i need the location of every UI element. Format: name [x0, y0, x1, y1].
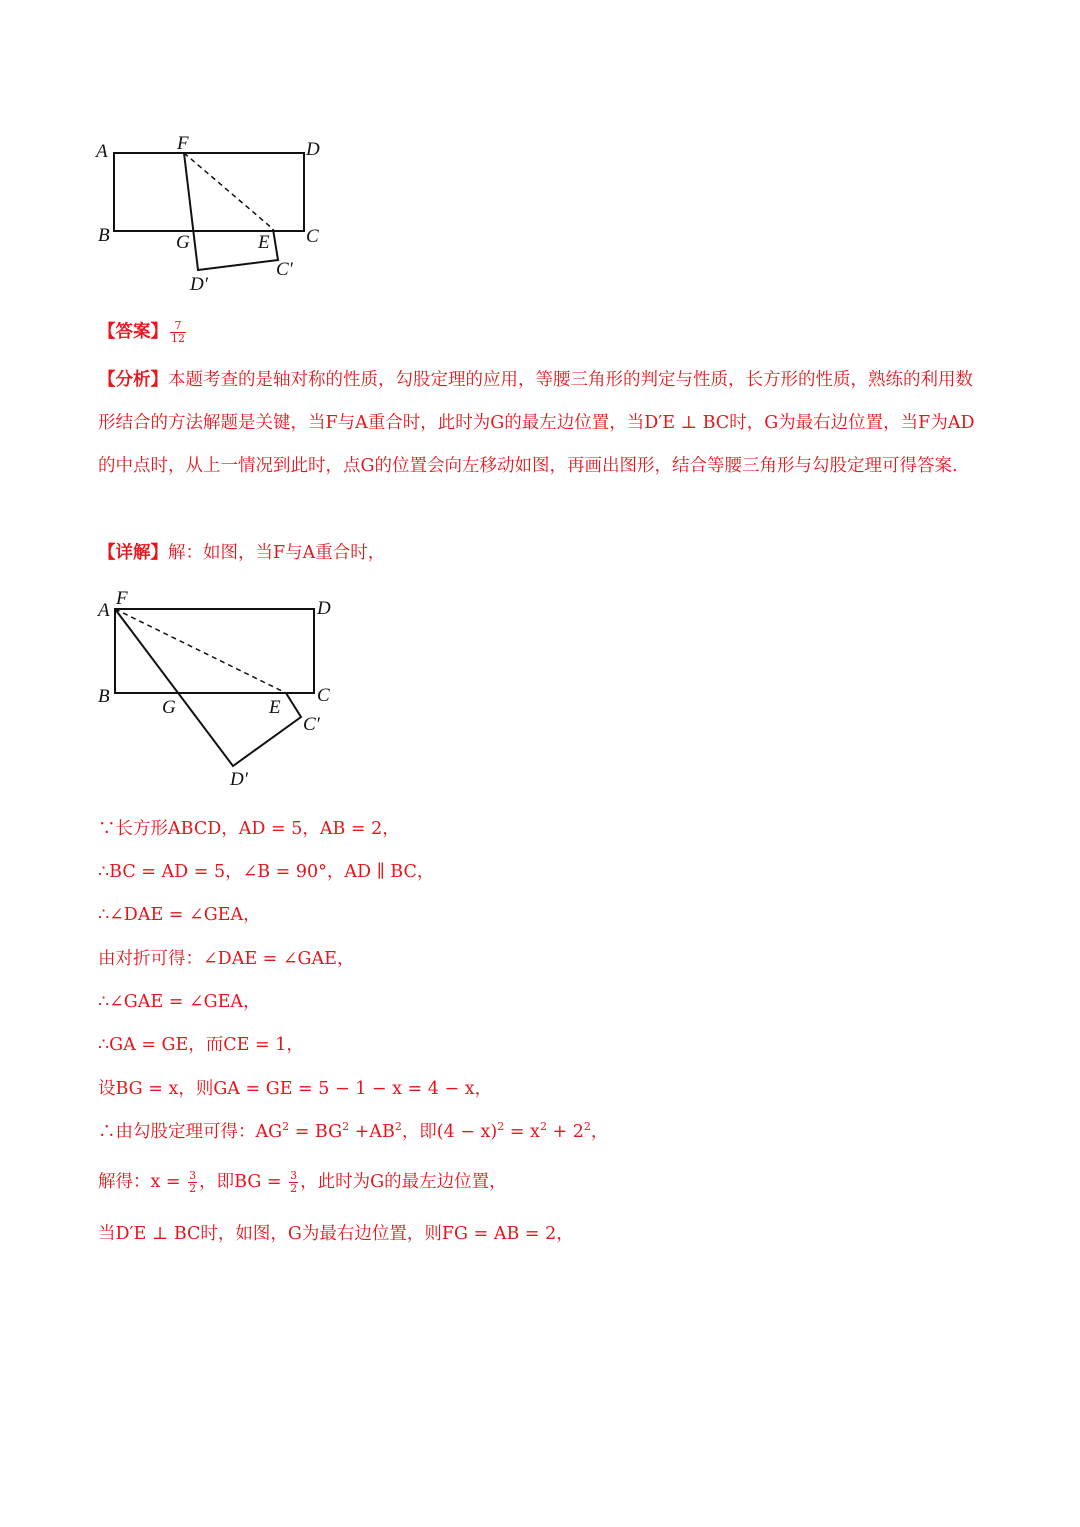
superscript-2: 2 [394, 1120, 402, 1134]
analysis-text: 本题考查的是轴对称的性质，勾股定理的应用，等腰三角形的判定与性质，长方形的性质，熟练的利用数形结合的方法解题是关键，当F与A重合时，此时为G的最左边位置，当D′E ⊥ BC时，G为最右边位置，当F为AD的中点时，从上一情况到此时，点G的位置会向左移动如图，再画出图形，结合等腰三角形与勾股定理可得答案. [98, 370, 975, 476]
fraction-denominator: 2 [189, 1182, 197, 1195]
figure-2-diagram [90, 586, 350, 796]
superscript-2: 2 [583, 1120, 591, 1134]
label-A: A [96, 141, 108, 162]
answer-label: 【答案】 [98, 322, 168, 342]
detail-intro: 解：如图，当F与A重合时， [168, 543, 386, 563]
answer-line [98, 312, 188, 352]
step-10: 当D′E ⊥ BC时，如图，G为最右边位置，则FG = AB = 2， [98, 1224, 574, 1244]
detail-label: 【详解】 [98, 543, 168, 563]
step-8-part-b: = BG [289, 1122, 343, 1142]
answer-fraction [170, 320, 186, 345]
label-C-prime-2: C′ [303, 714, 320, 735]
step-8 [98, 1118, 608, 1143]
superscript-2: 2 [539, 1120, 547, 1134]
step-8-part-e: = x [504, 1122, 540, 1142]
rectangle-abcd-2 [115, 609, 314, 693]
step-8-part-g: ， [590, 1122, 609, 1142]
label-F-2: F [116, 588, 128, 609]
label-B-2: B [98, 686, 110, 707]
detail-intro-line [98, 532, 385, 575]
label-C: C [306, 226, 319, 247]
step-7: 设BG = x，则GA = GE = 5 − 1 − x = 4 − x， [98, 1079, 493, 1099]
step-9-part-c: ，此时为G的最左边位置， [300, 1172, 507, 1192]
step-8-part-d: ，即(4 − x) [401, 1122, 498, 1142]
superscript-2: 2 [282, 1120, 290, 1134]
step-9-part-b: ，即BG = [199, 1172, 288, 1192]
fraction-denominator: 2 [290, 1182, 298, 1195]
fold-line-ae [115, 609, 286, 693]
label-D-prime-2: D′ [230, 769, 248, 790]
label-G: G [176, 232, 190, 253]
label-A-2: A [98, 600, 110, 621]
label-C-prime: C′ [276, 259, 293, 280]
rectangle-abcd [114, 153, 304, 231]
step-9-part-a: 解得：x = [98, 1172, 187, 1192]
step-2: ∴BC = AD = 5，∠B = 90°，AD ∥ BC， [98, 862, 435, 882]
step-1: ∵长方形ABCD，AD = 5，AB = 2， [98, 819, 400, 839]
analysis-label: 【分析】 [98, 370, 168, 390]
step-8-part-c: +AB [349, 1122, 395, 1142]
fraction-three-halves [188, 1170, 197, 1195]
label-D: D [306, 139, 320, 160]
label-D-2: D [317, 598, 331, 619]
label-G-2: G [162, 697, 176, 718]
label-C-2: C [317, 685, 330, 706]
superscript-2: 2 [497, 1120, 505, 1134]
answer-denominator: 12 [171, 332, 185, 345]
fraction-numerator: 3 [290, 1169, 298, 1182]
step-6: ∴GA = GE，而CE = 1， [98, 1035, 304, 1055]
analysis-paragraph [98, 359, 986, 488]
fraction-numerator: 3 [189, 1169, 197, 1182]
step-4: 由对折可得：∠DAE = ∠GAE， [98, 949, 355, 969]
step-9 [98, 1160, 507, 1204]
label-F: F [177, 133, 189, 154]
step-3: ∴∠DAE = ∠GEA， [98, 905, 261, 925]
figure-1-diagram [90, 128, 350, 298]
folded-part-2 [115, 609, 301, 766]
label-D-prime: D′ [190, 274, 208, 295]
fraction-three-halves [289, 1170, 298, 1195]
label-B: B [98, 225, 110, 246]
step-5: ∴∠GAE = ∠GEA， [98, 992, 261, 1012]
fold-line-fe [184, 153, 273, 229]
step-8-part-a: ∴由勾股定理可得：AG [98, 1122, 283, 1142]
answer-numerator: 7 [174, 319, 182, 332]
step-8-part-f: + 2 [546, 1122, 584, 1142]
label-E: E [258, 232, 270, 253]
label-E-2: E [269, 697, 281, 718]
superscript-2: 2 [342, 1120, 350, 1134]
